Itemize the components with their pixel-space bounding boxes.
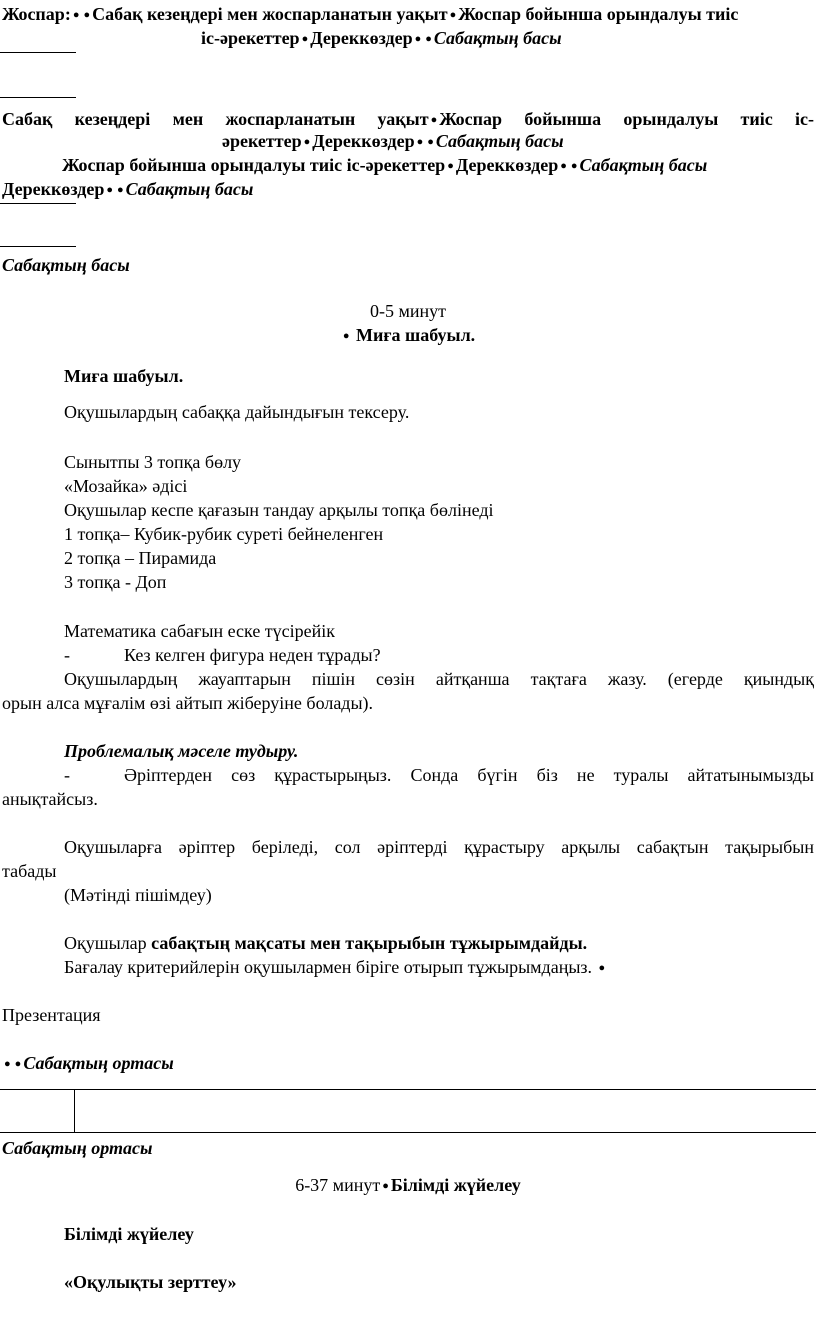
bullet-icon (104, 179, 115, 199)
w: Жоспар (439, 109, 503, 129)
bullet-icon (423, 28, 434, 48)
p14-bold: сабақтың мақсаты мен тақырыбын тұжырымдайды. (151, 933, 588, 953)
paragraph: «Мозайка» әдісі (64, 476, 188, 496)
subheading-textbook: «Оқулықты зерттеу» (64, 1272, 237, 1292)
bullet-icon (71, 4, 82, 24)
time-2: 6-37 минут (295, 1175, 381, 1195)
bullet-icon (445, 155, 456, 175)
paragraph: орын алса мұғалім өзі айтып жіберуіне болады). (2, 693, 374, 713)
p14-normal: Оқушылар (64, 933, 152, 953)
table-top-border (0, 1089, 816, 1090)
block2-lesson-start-3: Сабақтың басы (125, 179, 254, 199)
problem-heading: Проблемалық мәселе тудыру. (64, 741, 299, 761)
divider (0, 52, 76, 53)
w: жоспарланатын (225, 109, 356, 129)
section-title-start: Сабақтың басы (2, 255, 130, 275)
heading-brainstorm: Миға шабуыл. (64, 366, 184, 386)
presentation-label: Презентация (2, 1005, 101, 1025)
block2-lesson-start-2: Сабақтың басы (579, 155, 708, 175)
paragraph: Оқушылардың сабаққа дайындығын тексеру. (64, 402, 410, 422)
paragraph: Оқушылардың жауаптарын пішін сөзін айтқанша тақтаға жазу. (егерде қиындық (64, 669, 814, 689)
middle-label-line (2, 1051, 174, 1076)
divider (0, 97, 76, 98)
middle-label: Сабақтың ортасы (23, 1053, 174, 1073)
bullet-icon (13, 1053, 24, 1073)
header-actions: Жоспар бойынша орындалуы тиіс (458, 4, 739, 24)
header-lesson-start: Сабақтың басы (433, 28, 562, 48)
bullet-icon (302, 131, 313, 151)
bullet-icon (81, 4, 92, 24)
block2-line-3 (62, 153, 707, 178)
bullet-icon (380, 1175, 391, 1195)
paragraph: Кез келген фигура неден тұрады? (124, 645, 381, 665)
bullet-icon (429, 109, 440, 129)
block2-sources: Дереккөздер (312, 131, 415, 151)
w: тиіс (740, 109, 773, 129)
bullet-icon (415, 131, 426, 151)
bullet-icon (300, 28, 311, 48)
divider (0, 203, 76, 204)
paragraph: табады (2, 861, 57, 881)
paragraph: Оқушылар кеспе қағазын тандау арқылы топқа бөлінеді (64, 500, 494, 520)
bullet-icon (425, 131, 436, 151)
bullet-icon (558, 155, 569, 175)
bullet-icon (448, 4, 459, 24)
bullet-icon (413, 28, 424, 48)
heading-systematize: Білімді жүйелеу (64, 1224, 194, 1244)
p15-text: Бағалау критерийлерін оқушылармен біріге отырып тұжырымдаңыз. (64, 957, 593, 977)
dash: - (64, 765, 70, 785)
table-bottom-border (0, 1132, 816, 1133)
paragraph: 2 топқа – Пирамида (64, 548, 217, 568)
block2-line-4 (2, 177, 253, 202)
bullet-icon (569, 155, 580, 175)
block2-sources-3: Дереккөздер (2, 179, 105, 199)
block2-sources-2: Дереккөздер (455, 155, 559, 175)
block2-line-2 (222, 129, 564, 154)
w: бойынша (524, 109, 602, 129)
dash: - (64, 645, 70, 665)
header-line-2 (201, 26, 562, 51)
paragraph: анықтайсыз. (2, 789, 98, 809)
paragraph (64, 955, 607, 980)
paragraph: Математика сабағын еске түсірейік (64, 621, 336, 641)
bullet-icon (2, 1053, 13, 1073)
header-line-1 (2, 2, 738, 27)
section-title-middle: Сабақтың ортасы (2, 1138, 153, 1158)
w: мен (172, 109, 204, 129)
bullet-icon (597, 957, 608, 977)
paragraph: 1 топқа– Кубик-рубик суреті бейнеленген (64, 524, 384, 544)
bullet-icon (341, 325, 352, 345)
time-range: 0-5 минут (369, 301, 447, 321)
w: іс- (795, 109, 814, 129)
paragraph: 3 топқа - Доп (64, 572, 167, 592)
paragraph: Әріптерден сөз құрастырыңыз. Сонда бүгін біз не туралы айтатынымызды (124, 765, 814, 785)
header-actions-cont: іс-әрекеттер (201, 28, 300, 48)
center-heading (0, 323, 816, 348)
header-sources: Дереккөздер (310, 28, 413, 48)
w: орындалуы (623, 109, 719, 129)
time-heading-2: Білімді жүйелеу (390, 1175, 521, 1195)
table-column-border (74, 1089, 75, 1133)
w: кезеңдері (74, 109, 151, 129)
paragraph: (Мәтінді пішімдеу) (64, 885, 212, 905)
bullet-icon (115, 179, 126, 199)
time-range-2 (0, 1173, 816, 1198)
w: уақыт (377, 109, 429, 129)
paragraph (64, 931, 587, 955)
center-heading-text: Миға шабуыл. (355, 325, 476, 345)
paragraph: Сынытпы 3 топқа бөлу (64, 452, 242, 472)
block2-lesson-start: Сабақтың басы (435, 131, 564, 151)
header-stages: Сабақ кезеңдері мен жоспарланатын уақыт (92, 4, 448, 24)
paragraph: Оқушыларға әріптер беріледі, сол әріптерді құрастыру арқылы сабақтын тақырыбын (64, 837, 814, 857)
divider (0, 246, 76, 247)
block2-actions: Жоспар бойынша орындалуы тиіс іс-әрекеттер (62, 155, 446, 175)
w: Сабақ (2, 109, 53, 129)
block2-actions-cont: әрекеттер (222, 131, 302, 151)
header-plan-label: Жоспар: (2, 4, 71, 24)
